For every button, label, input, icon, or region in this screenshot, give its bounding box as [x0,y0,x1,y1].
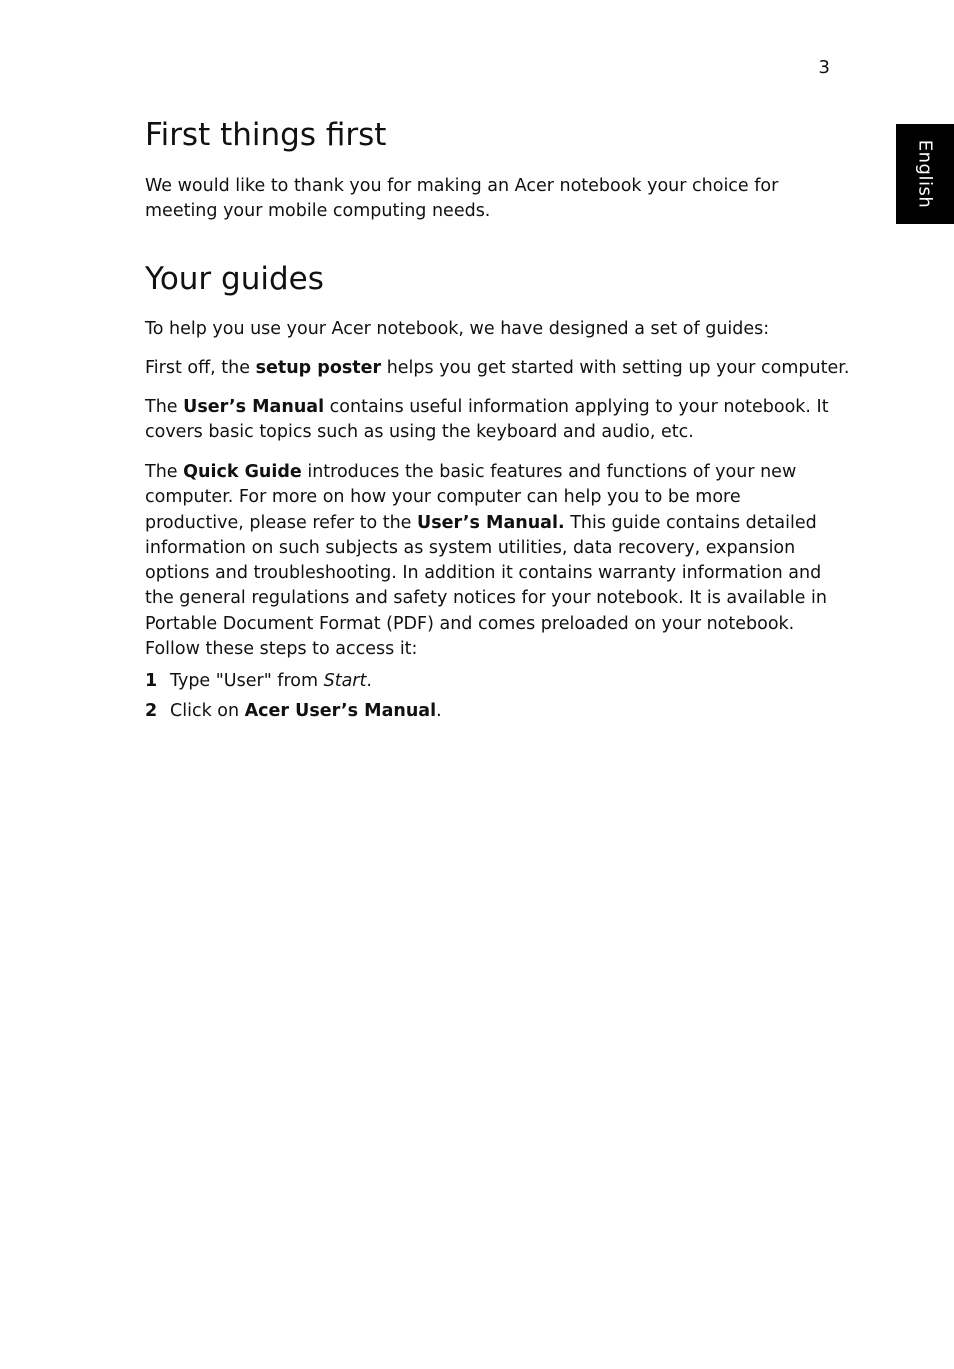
quick-text-before: The [145,462,184,482]
section-title-your-guides: Your guides [145,261,324,297]
language-tab [896,124,954,224]
section-title-first-things-first: First things first [145,117,387,153]
manual-text-after: contains useful information applying to your notebook. It covers basic topics such as using the keyboard and audio, etc. [145,397,829,443]
language-tab-label: English [914,139,936,209]
step-1-text-before: Type "User" from [170,671,324,691]
users-manual-term: User’s Manual [183,397,325,417]
quick-text-after: This guide contains detailed information on such subjects as system utilities, data recovery, expansion options and troubleshooting. In addition it contains warranty information and the general regulations and safety notices for your notebook. It is available in Portable Document Format (PDF) and comes preloaded on your notebook. Follow these steps to access it: [145,512,827,660]
setup-poster-term: setup poster [255,358,382,378]
page-number: 3 [818,57,830,78]
setup-text-after: helps you get started with setting up your computer. [381,358,850,378]
setup-poster-paragraph [145,356,850,381]
acer-users-manual-term: Acer User’s Manual [244,701,437,721]
step-2-text-after: . [436,701,442,721]
step-number-2: 2 [145,701,158,721]
users-manual-reference: User’s Manual. [417,512,565,533]
quick-guide-term: Quick Guide [183,462,302,482]
step-2-text-before: Click on [170,701,245,721]
step-item-2 [145,699,442,724]
setup-text-before: First off, the [145,358,256,378]
guides-intro-paragraph: To help you use your Acer notebook, we have designed a set of guides: [145,319,770,339]
step-number-1: 1 [145,671,158,691]
step-1-text-after: . [366,671,372,691]
quick-guide-paragraph [145,460,835,662]
step-item-1 [145,669,372,694]
quick-text-middle: introduces the basic features and functions of your new computer. For more on how your computer can help you to be more productive, please refer to the [145,462,797,533]
start-term: Start [323,671,367,691]
thank-you-paragraph: We would like to thank you for making an Acer notebook your choice for meeting your mobile computing needs. [145,176,779,222]
manual-text-before: The [145,397,184,417]
users-manual-paragraph [145,395,835,446]
